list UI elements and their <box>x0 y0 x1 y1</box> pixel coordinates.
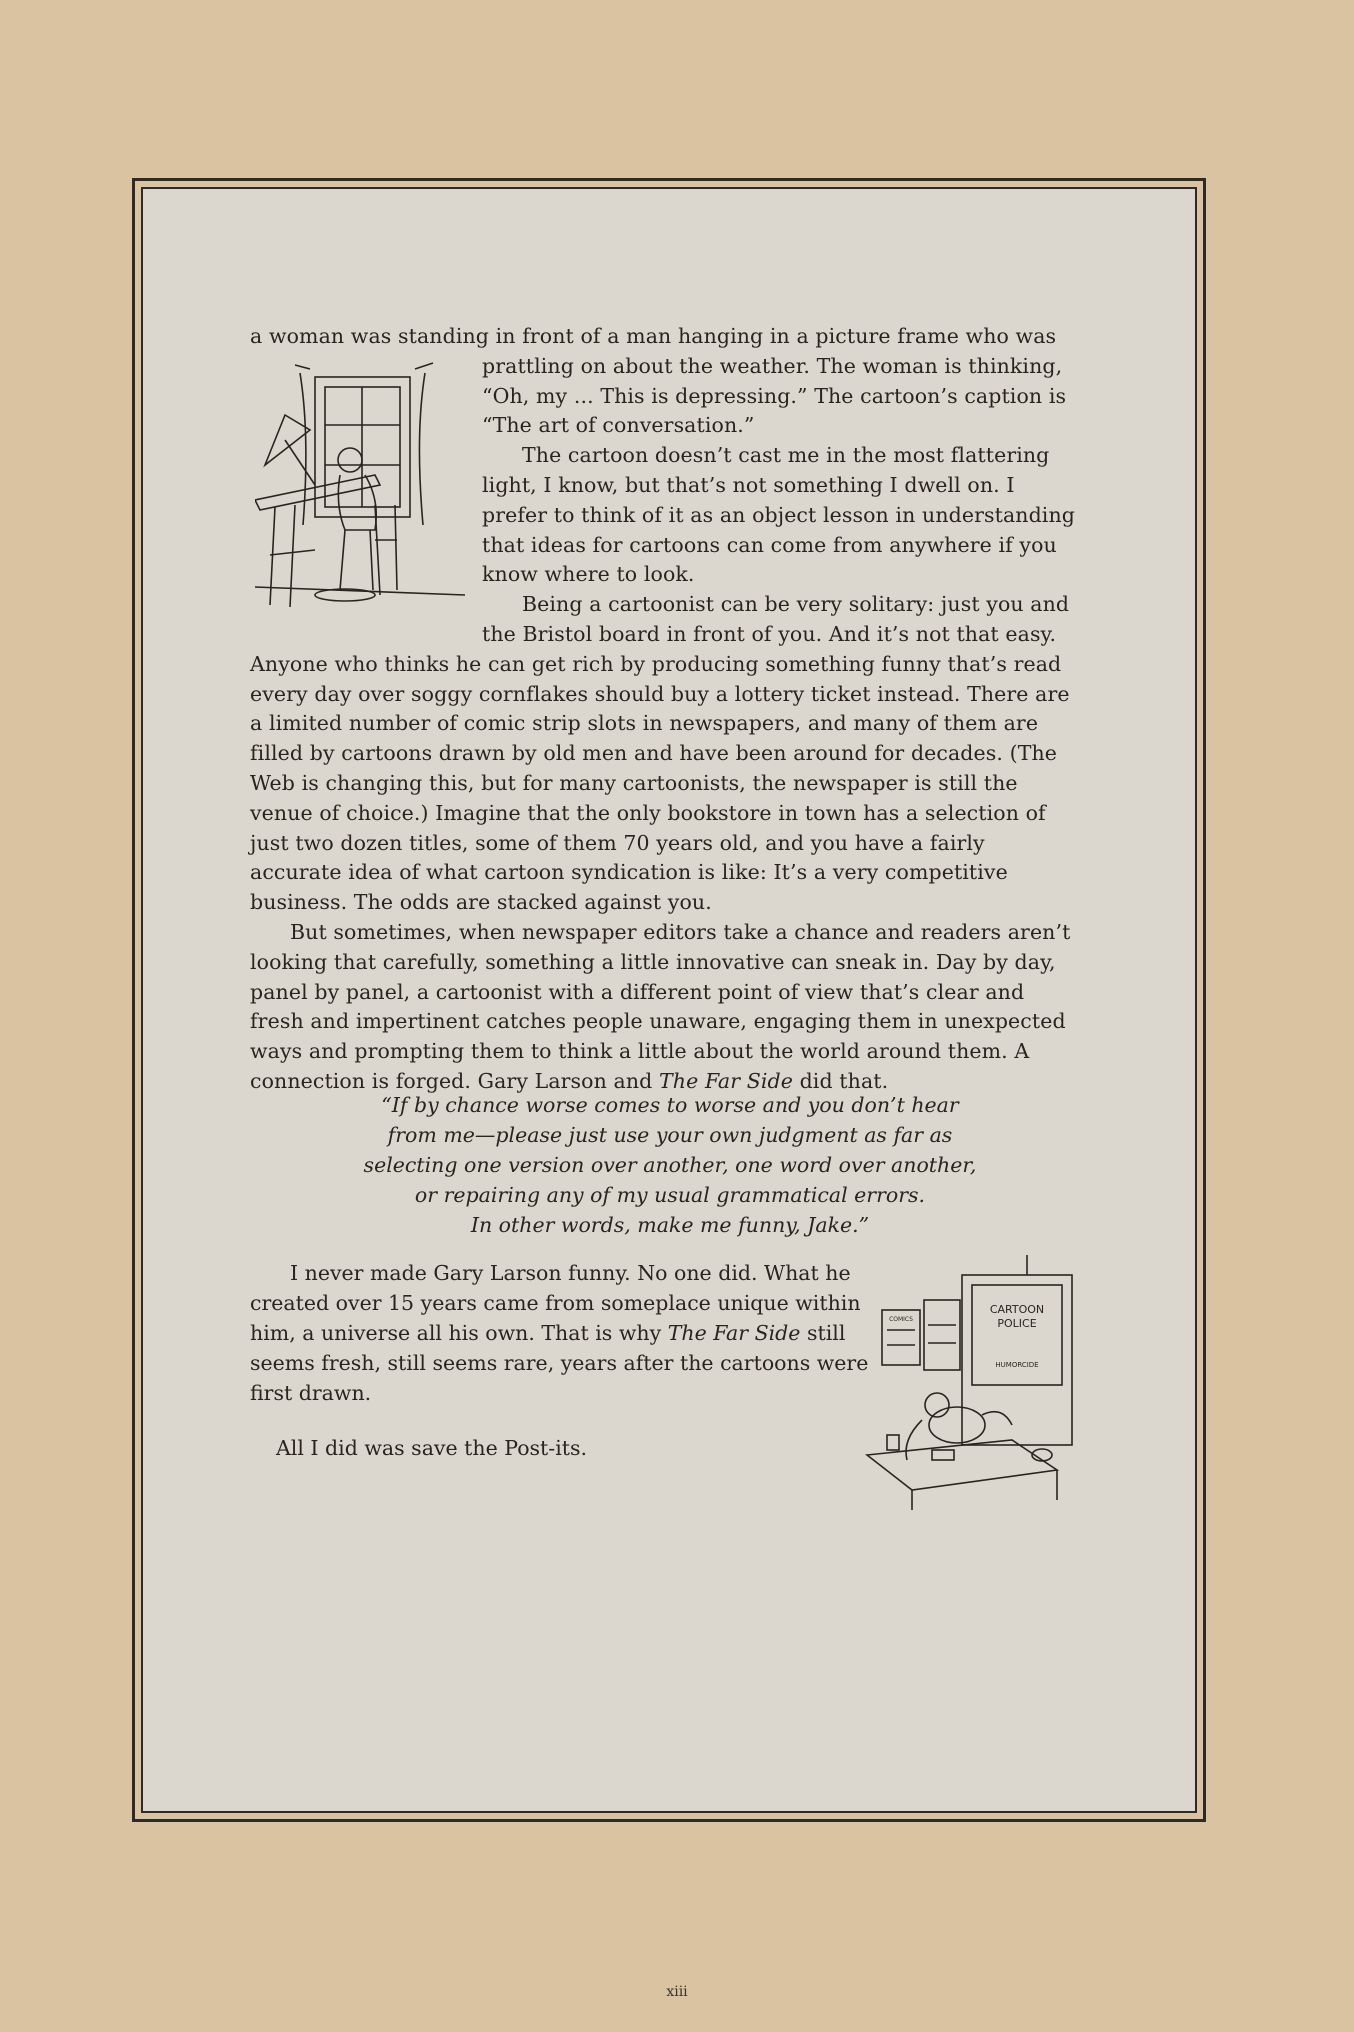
illustration-spacer <box>250 356 482 626</box>
book-title: The Far Side <box>659 1068 793 1093</box>
paragraph-first-line: a woman was standing in front of a man hanging in a picture frame who was <box>250 324 1057 348</box>
block-quote <box>330 1090 1010 1240</box>
quote-line: from me—please just use your own judgment as far as <box>387 1123 953 1147</box>
sign-text-cartoon: CARTOON <box>989 1303 1045 1316</box>
paragraph-5: I never made Gary Larson funny. No one did. What he created over 15 years came from someplace unique within him, a universe all his own. That is why The Far Side still seems fresh, still seems rare, years after the cartoons were first drawn. <box>250 1261 869 1405</box>
paragraph-6: All I did was save the Post-its. <box>276 1436 588 1460</box>
quote-line: or repairing any of my usual grammatical errors. <box>414 1183 926 1207</box>
sign-text-humorcide: HUMORCIDE <box>995 1361 1039 1369</box>
paragraph-wrap: prattling on about the weather. The woman is thinking, “Oh, my ... This is depressing.” The cartoon’s caption is “The art of conversation.” <box>482 353 1067 438</box>
quote-line: selecting one version over another, one word over another, <box>363 1153 977 1177</box>
sign-text-police: POLICE <box>997 1317 1037 1330</box>
paragraph-3: Being a cartoonist can be very solitary: just you and the Bristol board in front of you. And it’s not that easy. Anyone who thinks he can get rich by producing something funny that’s read every day over soggy cornflakes should buy a lottery ticket instead. There are a limited number of comic strip slots in newspapers, and many of them are filled by cartoons drawn by old men and have been around for decades. (The Web is changing this, but for many cartoonists, the newspaper is still the venue of choice.) Imagine that the only bookstore in town has a selection of just two dozen titles, some of them 70 years old, and you have a fairly accurate idea of what cartoon syndication is like: It’s a very competitive business. The odds are stacked against you. <box>250 592 1070 915</box>
paragraph-4: But sometimes, when newspaper editors take a chance and readers aren’t looking that carefully, something a little innovative can sneak in. Day by day, panel by panel, a cartoonist with a different point of view that’s clear and fresh and impertinent catches people unaware, engaging them in unexpected ways and prompting them to think a little about the world around them. A connection is forged. Gary Larson and The Far Side did that. <box>250 919 1071 1093</box>
page-number: xiii <box>666 1984 688 2000</box>
quote-line: “If by chance worse comes to worse and you don’t hear <box>381 1093 959 1117</box>
quote-line: In other words, make me funny, Jake.” <box>470 1213 870 1237</box>
book-title: The Far Side <box>667 1321 801 1345</box>
cartoon-police-illustration <box>862 1255 1102 1515</box>
paragraph-2: The cartoon doesn’t cast me in the most flattering light, I know, but that’s not something I dwell on. I prefer to think of it as an object lesson in understanding that ideas for cartoons can come from anywhere if you know where to look. <box>482 443 1075 587</box>
body-text-upper <box>250 322 1080 1097</box>
comics-board-label: COMICS <box>889 1316 913 1323</box>
